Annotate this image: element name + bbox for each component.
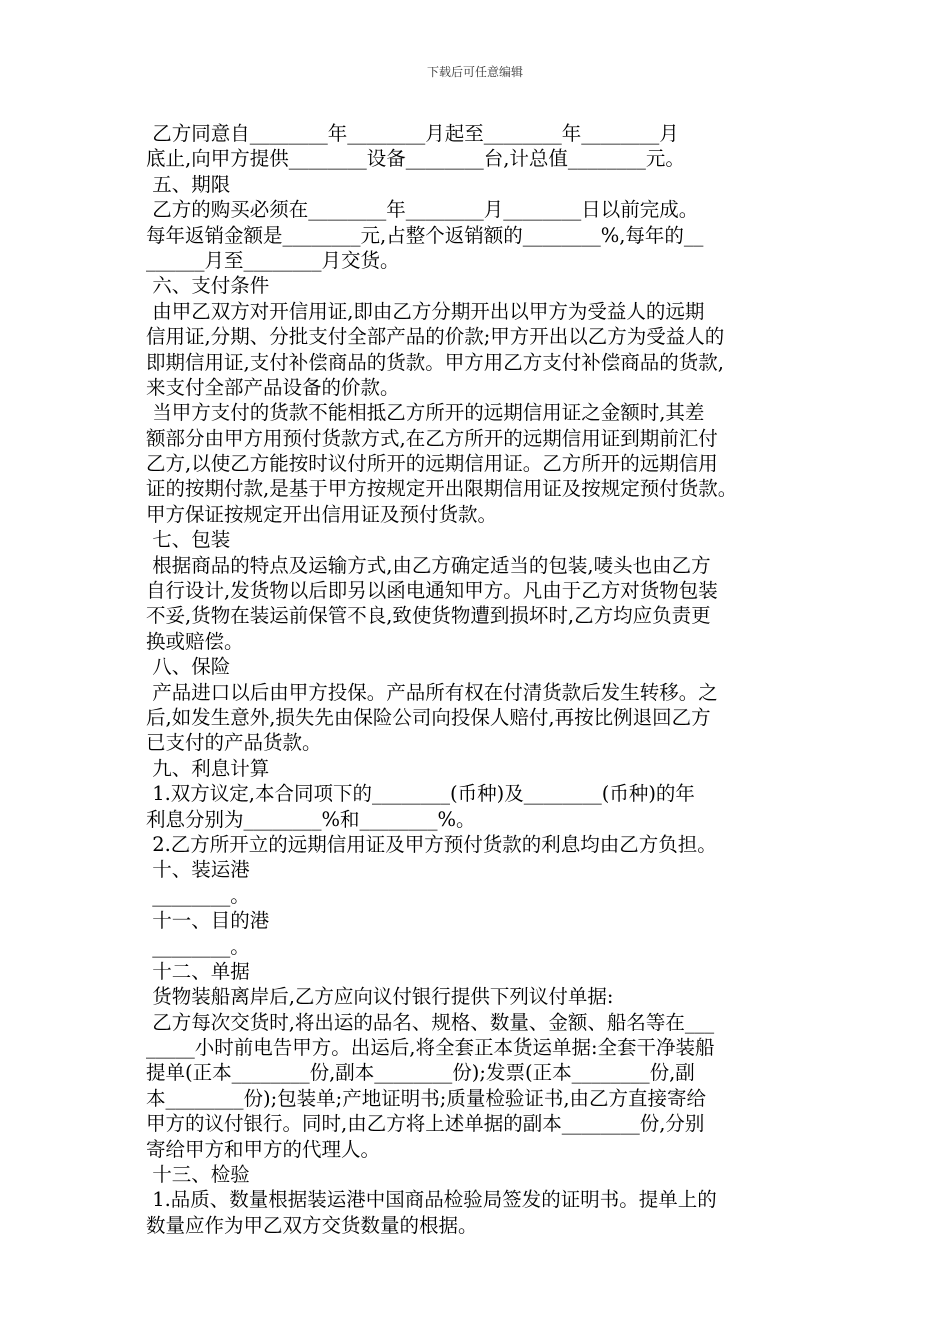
text-line: 乙方的购买必须在________年________月________日以前完成。 (146, 198, 699, 222)
text-line: 底止,向甲方提供________设备________台,计总值________元。 (146, 147, 685, 171)
text-line: ________。 (146, 883, 250, 907)
text-line: 自行设计,发货物以后即另以函电通知甲方。凡由于乙方对货物包装 (146, 579, 718, 603)
text-line: 寄给甲方和甲方的代理人。 (146, 1137, 381, 1161)
text-line: _____小时前电告甲方。出运后,将全套正本货运单据:全套干净装船 (146, 1036, 715, 1060)
text-line: 已支付的产品货款。 (146, 731, 322, 755)
section-heading: 十三、检验 (146, 1163, 250, 1187)
text-line: 1.品质、数量根据装运港中国商品检验局签发的证明书。提单上的 (146, 1188, 717, 1212)
text-line: 甲方的议付银行。同时,由乙方将上述单据的副本________份,分别 (146, 1112, 705, 1136)
text-line: 提单(正本________份,副本________份);发票(正本________份,副 (146, 1061, 695, 1085)
text-line: 1.双方议定,本合同项下的________(币种)及________(币种)的年 (146, 782, 695, 806)
text-line: 信用证,分期、分批支付全部产品的价款;甲方开出以乙方为受益人的 (146, 325, 725, 349)
section-heading: 十、装运港 (146, 858, 250, 882)
text-line: 甲方保证按规定开出信用证及预付货款。 (146, 502, 498, 526)
section-heading: 九、利息计算 (146, 756, 270, 780)
text-line: 乙方同意自________年________月起至________年________月 (146, 122, 679, 145)
section-heading: 六、支付条件 (146, 274, 270, 298)
text-line: 后,如发生意外,损失先由保险公司向投保人赔付,再按比例退回乙方 (146, 705, 711, 729)
text-line: 换或赔偿。 (146, 629, 244, 653)
text-line: ______月至________月交货。 (146, 248, 400, 272)
text-line: 产品进口以后由甲方投保。产品所有权在付清货款后发生转移。之 (146, 680, 718, 704)
section-heading: 十二、单据 (146, 959, 250, 983)
text-line: 由甲乙双方对开信用证,即由乙方分期开出以甲方为受益人的远期 (146, 299, 705, 323)
text-line: 数量应作为甲乙双方交货数量的根据。 (146, 1213, 478, 1237)
section-heading: 八、保险 (146, 655, 231, 679)
section-heading: 十一、目的港 (146, 909, 270, 933)
section-heading: 五、期限 (146, 172, 231, 196)
text-line: ________。 (146, 934, 250, 958)
text-line: 货物装船离岸后,乙方应向议付银行提供下列议付单据: (146, 985, 614, 1009)
text-line: 证的按期付款,是基于甲方按规定开出限期信用证及按规定预付货款。 (146, 477, 738, 501)
text-line: 根据商品的特点及运输方式,由乙方确定适当的包装,唛头也由乙方 (146, 553, 711, 577)
text-line: 来支付全部产品设备的价款。 (146, 375, 400, 399)
text-line: 利息分别为________%和________%。 (146, 807, 476, 831)
text-line: 不妥,货物在装运前保管不良,致使货物遭到损坏时,乙方均应负责更 (146, 604, 711, 628)
text-line: 当甲方支付的货款不能相抵乙方所开的远期信用证之金额时,其差 (146, 401, 705, 425)
text-line: 乙方每次交货时,将出运的品名、规格、数量、金额、船名等在___ (146, 1010, 715, 1034)
section-heading: 七、包装 (146, 528, 231, 552)
page-header-note: 下载后可任意编辑 (426, 65, 523, 79)
text-line: 本________份);包装单;产地证明书;质量检验证书,由乙方直接寄给 (146, 1086, 707, 1110)
text-line: 每年返销金额是________元,占整个返销额的________%,每年的__ (146, 223, 704, 247)
text-line: 即期信用证,支付补偿商品的货款。甲方用乙方支付补偿商品的货款, (146, 350, 724, 374)
text-line: 乙方,以使乙方能按时议付所开的远期信用证。乙方所开的远期信用 (146, 452, 718, 476)
text-line: 2.乙方所开立的远期信用证及甲方预付货款的利息均由乙方负担。 (146, 832, 717, 856)
document-body (146, 121, 816, 1238)
text-line: 额部分由甲方用预付货款方式,在乙方所开的远期信用证到期前汇付 (146, 426, 718, 450)
